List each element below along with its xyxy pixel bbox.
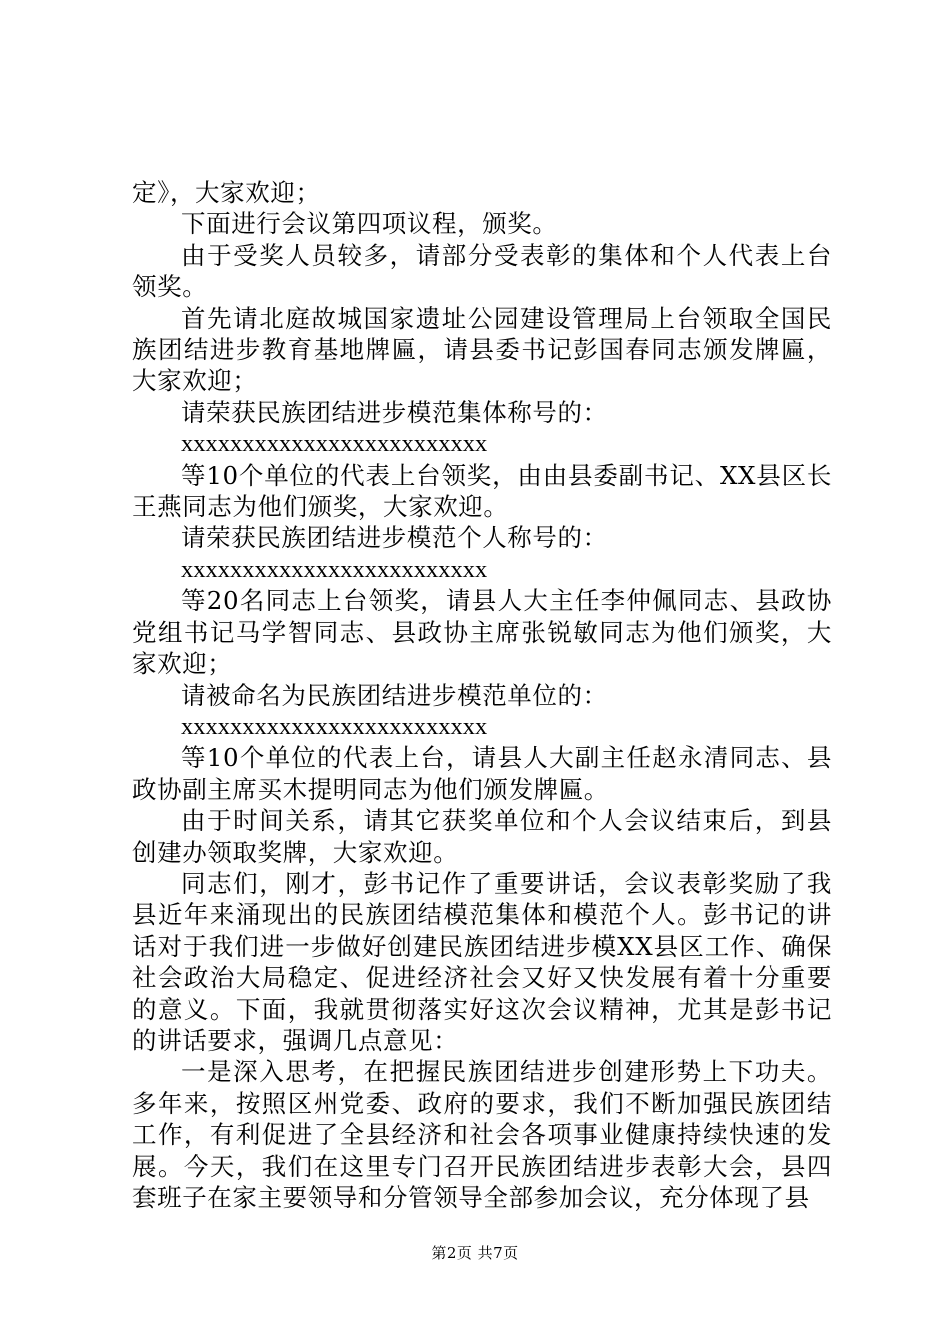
paragraph-5: 请荣获民族团结进步模范集体称号的： [181,397,608,427]
paragraph-13: 等10个单位的代表上台，请县人大副主任赵永清同志、县政协副主席买木提明同志为他们颁发牌匾。 [132,743,832,804]
document-body [132,177,832,1213]
paragraph-11: 请被命名为民族团结进步模范单位的： [181,680,608,710]
paragraph-7: 等10个单位的代表上台领奖，由由县委副书记、XX县区长王燕同志为他们颁奖，大家欢迎。 [132,460,832,522]
paragraph-10: 等20名同志上台领奖，请县人大主任李仲佩同志、县政协党组书记马学智同志、县政协主席张锐敏同志为他们颁奖，大家欢迎； [132,586,832,679]
paragraph-16: 一是深入思考，在把握民族团结进步创建形势上下功夫。多年来，按照区州党委、政府的要求，我们不断加强民族团结工作，有利促进了全县经济和社会各项事业健康持续快速的发展。今天，我们在这里专门召开民族团结进步表彰大会，县四套班子在家主要领导和分管领导全部参加会议，充分体现了县 [132,1057,832,1212]
paragraph-3: 由于受奖人员较多，请部分受表彰的集体和个人代表上台领奖。 [132,240,832,302]
paragraph-1: 定》，大家欢迎； [132,178,321,207]
paragraph-14: 由于时间关系，请其它获奖单位和个人会议结束后，到县创建办领取奖牌，大家欢迎。 [132,806,832,867]
page-number-footer: 第2页 共7页 [431,1244,519,1262]
paragraph-15: 同志们，刚才，彭书记作了重要讲话，会议表彰奖励了我县近年来涌现出的民族团结模范集体和模范个人。彭书记的讲话对于我们进一步做好创建民族团结进步模XX县区工作、确保社会政治大局稳定、促进经济社会又好又快发展有着十分重要的意义。下面，我就贯彻落实好这次会议精神，尤其是彭书记的讲话要求，强调几点意见： [132,868,832,1055]
paragraph-4: 首先请北庭故城国家遗址公园建设管理局上台领取全国民族团结进步教育基地牌匾，请县委书记彭国春同志颁发牌匾，大家欢迎； [132,303,832,396]
paragraph-8: 请荣获民族团结进步模范个人称号的： [181,523,608,553]
placeholder-list-3: xxxxxxxxxxxxxxxxxxxxxxxxx [181,712,488,740]
placeholder-list-1: xxxxxxxxxxxxxxxxxxxxxxxxx [181,430,488,458]
placeholder-list-2: xxxxxxxxxxxxxxxxxxxxxxxxx [181,555,488,583]
paragraph-2: 下面进行会议第四项议程，颁奖。 [181,209,558,239]
